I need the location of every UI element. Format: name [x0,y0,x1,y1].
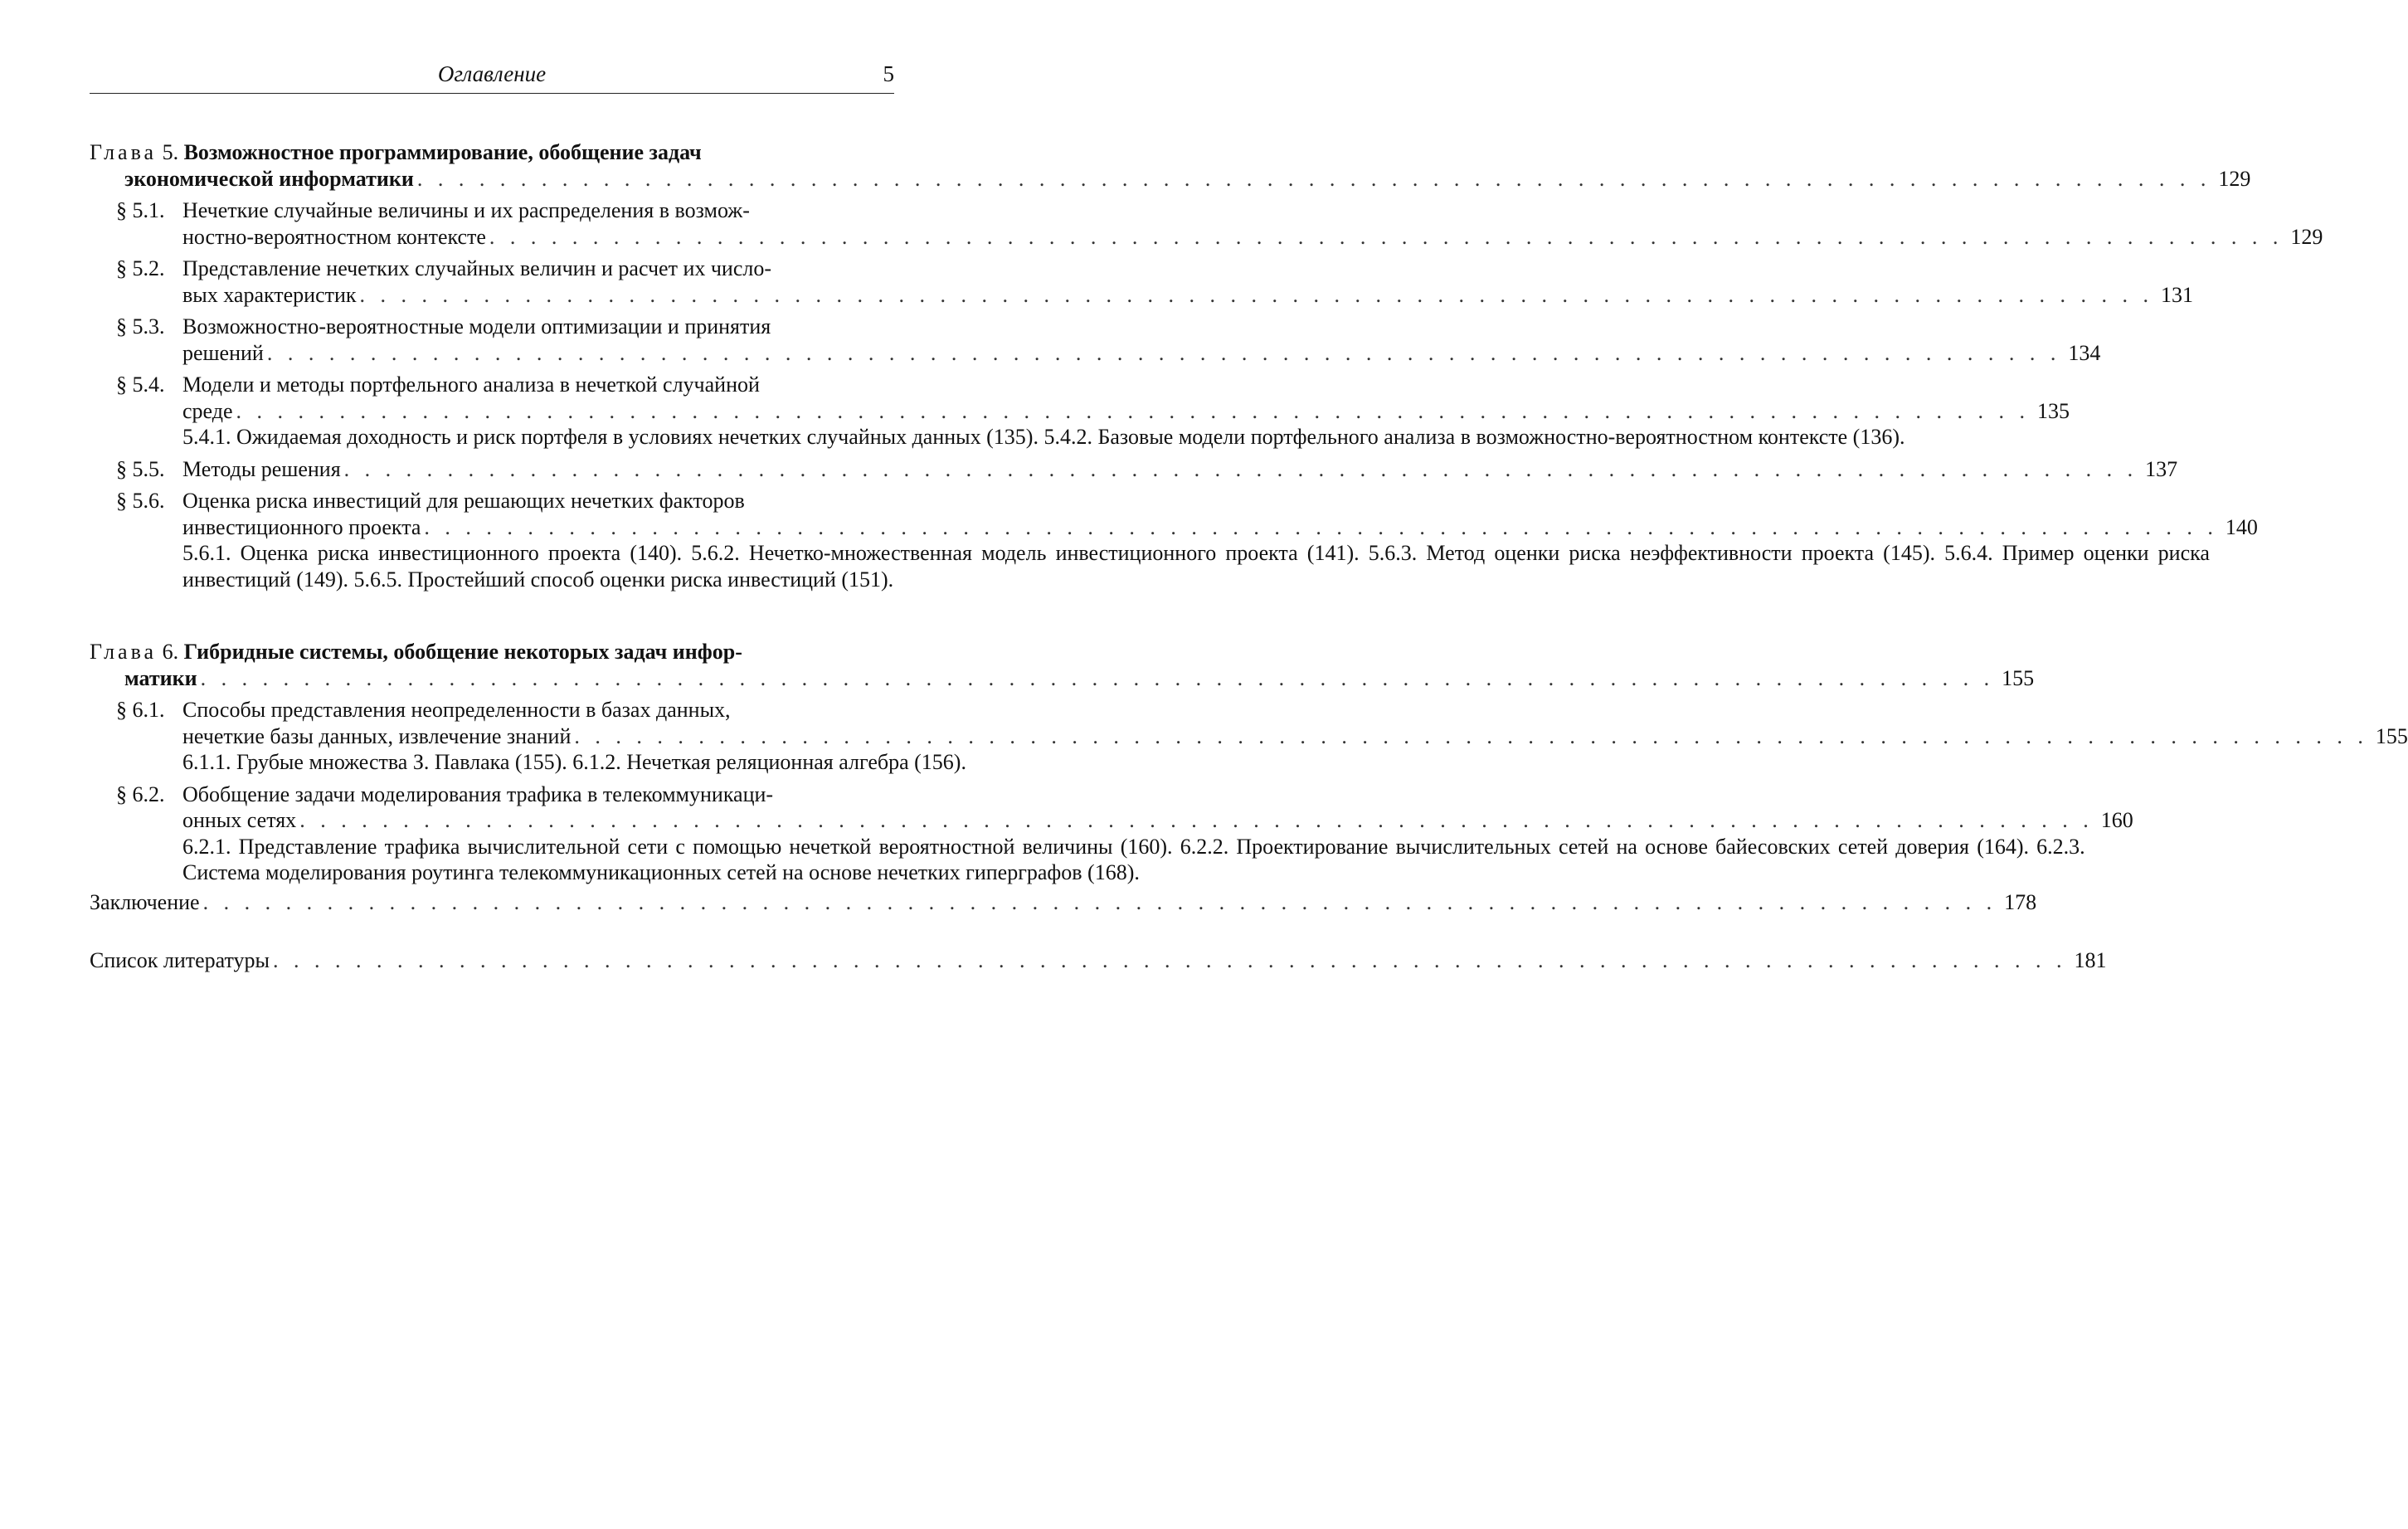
chapter-title-cont: матики [124,665,197,690]
section-5-3 [90,314,2101,366]
section-number: § 5.3. [116,314,165,338]
chapter-title-cont: экономической информатики [124,166,414,191]
chapter-prefix: Глава [90,640,158,664]
section-page: 160 [2100,808,2133,832]
section-title-cont: среде [182,398,233,423]
section-5-5 [90,456,2178,483]
chapter-6 [90,639,2408,886]
section-title: Представление нечетких случайных величин и расчет их число- [182,256,772,280]
section-title-cont: инвестиционного проекта [182,514,421,539]
dot-leader [424,514,2218,541]
section-6-2 [90,782,2133,886]
chapter-title: Возможностное программирование, обобщение задач [183,140,702,164]
section-title: Оценка риска инвестиций для решающих нечетких факторов [182,489,745,513]
section-page: 140 [2225,514,2258,539]
chapter-title-line-2 [90,665,2035,692]
entry-page: 178 [2004,889,2037,914]
section-page: 131 [2161,282,2194,307]
section-5-6 [90,488,2258,592]
subsection-list: 5.4.1. Ожидаемая доходность и риск портфеля в условиях нечетких случайных данных (135). 5.4.2. Базовые модели портфельного анализа в возможностно-вероятностном контексте (136). [182,425,1905,449]
section-title: Модели и методы портфельного анализа в нечеткой случайной [182,373,760,397]
chapter-page: 129 [2218,166,2251,191]
chapter-title-line-1 [90,639,891,665]
dot-leader [201,665,1995,692]
chapter-title-line-2 [90,166,2251,192]
section-number: § 5.5. [116,456,165,481]
dot-leader [360,282,2154,309]
chapter-5 [90,139,2323,592]
section-title: Возможностно-вероятностные модели оптимизации и принятия [182,314,771,338]
section-number: § 5.6. [116,489,165,513]
section-title: Нечеткие случайные величины и их распределения в возмож- [182,198,750,222]
section-page: 137 [2145,456,2178,481]
subsection-list: 6.1.1. Грубые множества З. Павлака (155). 6.1.2. Нечеткая реляционная алгебра (156). [182,750,966,774]
section-title-cont: решений [182,340,264,365]
dot-leader [273,947,2067,974]
chapter-prefix: Глава [90,140,158,164]
section-6-1 [90,697,2408,776]
entry-title: Список литературы [90,948,270,972]
section-title-cont: вых характеристик [182,282,357,307]
dot-leader [489,224,2284,251]
section-page: 155 [2375,723,2408,748]
section-number: § 5.4. [116,373,165,397]
section-title-cont: онных сетях [182,808,297,832]
subsection-list: 6.2.1. Представление трафика вычислительной сети с помощью нечеткой вероятностной величины (160). 6.2.2. Проектирование вычислительных сетей на основе байесовских сетей доверия (164). 6.2.3. Система моделирования роутинга телекоммуникационных сетей на основе нечетких гиперграфов (168). [182,834,2085,884]
page-title: Оглавление [437,61,547,86]
section-5-1 [90,197,2323,250]
entry-title: Заключение [90,889,200,914]
section-title-cont: нечеткие базы данных, извлечение знаний [182,723,572,748]
subsection-list: 5.6.1. Оценка риска инвестиционного проекта (140). 5.6.2. Нечетко-множественная модель инвестиционного проекта (141). 5.6.3. Метод оценки риска неэффективности проекта (145). 5.6.4. Пример оценки риска инвестиций (149). 5.6.5. Простейший способ оценки риска инвестиций (151). [182,541,2210,592]
dot-leader [267,340,2061,367]
table-of-contents [90,139,2408,974]
dot-leader [574,723,2368,750]
chapter-page: 155 [2002,665,2035,690]
section-title: Способы представления неопределенности в базах данных, [182,698,731,722]
chapter-title-line-1 [90,139,891,166]
section-title-cont: ностно-вероятностном контексте [182,224,486,249]
chapter-number: 5. [162,140,179,164]
dot-leader [344,456,2138,483]
section-number: § 5.1. [116,198,165,222]
toc-entry-references [90,947,2107,974]
section-page: 134 [2068,340,2101,365]
section-title: Методы решения [182,456,341,481]
section-number: § 5.2. [116,256,165,280]
dot-leader [203,889,1997,916]
entry-page: 181 [2074,948,2107,972]
dot-leader [299,807,2094,834]
section-number: § 6.2. [116,782,165,806]
chapter-number: 6. [162,640,179,664]
section-page: 135 [2037,398,2070,423]
section-5-4 [90,372,2070,450]
section-page: 129 [2290,224,2323,249]
dot-leader [236,398,2031,425]
section-number: § 6.1. [116,698,165,722]
page-number: 5 [883,61,894,86]
toc-entry-conclusion [90,889,2037,916]
dot-leader [417,166,2211,192]
running-head [90,60,894,94]
section-title: Обобщение задачи моделирования трафика в телекоммуникаци- [182,782,774,806]
section-5-2 [90,256,2194,308]
chapter-title: Гибридные системы, обобщение некоторых задач инфор- [183,640,742,664]
